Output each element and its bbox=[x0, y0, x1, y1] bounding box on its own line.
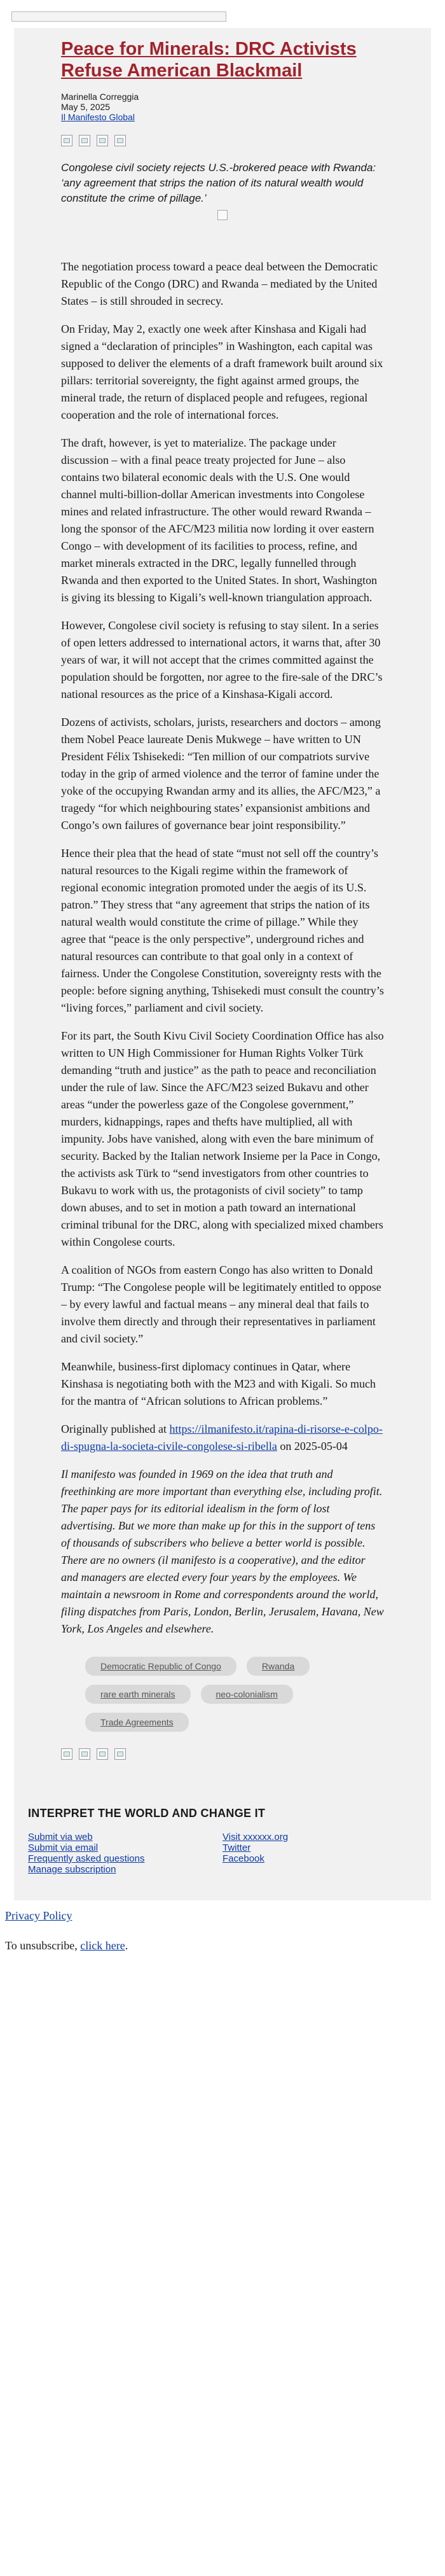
manage-subscription-link[interactable]: Manage subscription bbox=[28, 1864, 116, 1875]
footer-left-links bbox=[28, 1832, 222, 1875]
email-share-icon[interactable] bbox=[97, 1748, 108, 1760]
author: Marinella Correggia bbox=[61, 92, 139, 102]
article-paragraph-3: The draft, however, is yet to materialize. The package under discussion – with a final peace treaty projected for June – also contains two bilateral economic deals with the U.S. One would channel multi-billion-dollar American investments into Congolese mines and related infrastructure. The other would reward Rwanda – long the sponsor of the AFC/M23 militia now lording it over eastern Congo – with development of its facilities to process, refine, and market minerals extracted in the DRC, legally funnelled through Rwanda and then exported to the United States. In short, Washington is giving its blessing to Kigali’s well-known triangulation approach. bbox=[61, 436, 378, 604]
tag-rwanda[interactable]: Rwanda bbox=[247, 1657, 310, 1676]
share-icons-top bbox=[61, 135, 384, 146]
header-banner-image bbox=[11, 11, 226, 22]
facebook-share-icon[interactable] bbox=[61, 135, 72, 146]
article-paragraph-2: On Friday, May 2, exactly one week after Kinshasa and Kigali had signed a “declaration of principles” in Washington, each capital was supposed to deliver the elements of a draft framework built around six pillars: territorial sovereignty, the fight against armed groups, the mineral trade, the return of displaced people and refugees, regional cooperation and the role of international forces. bbox=[61, 323, 383, 421]
article-paragraph-9: Meanwhile, business-first diplomacy continues in Qatar, where Kinshasa is negotiating both with the M23 and with Kigali. So much for the mantra of “African solutions to African problems.” bbox=[61, 1360, 376, 1407]
twitter-share-icon[interactable] bbox=[79, 135, 90, 146]
hero-image bbox=[217, 210, 228, 220]
original-url-link[interactable]: https://ilmanifesto.it/rapina-di-risorse-e-colpo-di-spugna-la-societa-civile-congolese-si-ribella bbox=[61, 1423, 383, 1452]
facebook-share-icon[interactable] bbox=[61, 1748, 72, 1760]
twitter-link[interactable]: Twitter bbox=[222, 1842, 251, 1853]
article-card bbox=[14, 28, 431, 1781]
submit-email-link[interactable]: Submit via email bbox=[28, 1842, 99, 1853]
twitter-share-icon[interactable] bbox=[79, 1748, 90, 1760]
share-icons-bottom bbox=[61, 1748, 384, 1760]
footer-title: INTERPRET THE WORLD AND CHANGE IT bbox=[28, 1807, 266, 1820]
tag-list bbox=[85, 1657, 352, 1732]
newsletter-footer bbox=[14, 1781, 431, 1900]
tag-rare-earth[interactable]: rare earth minerals bbox=[85, 1685, 191, 1704]
link-share-icon[interactable] bbox=[114, 1748, 126, 1760]
publish-date: May 5, 2025 bbox=[61, 102, 111, 112]
publication-link[interactable]: Il Manifesto Global bbox=[61, 112, 135, 122]
tag-neo-colonialism[interactable]: neo-colonialism bbox=[201, 1685, 293, 1704]
about-il-manifesto: Il manifesto was founded in 1969 on the idea that truth and freethinking are more important than everything else, including profit. The paper pays for its editorial idealism in the form of lost advertising. But we more than make up for this in the support of tens of thousands of subscribers who believe a better world is possible. There are no owners (il manifesto is a cooperative), and the editor and managers are elected every four years by the employees. We maintain a newsroom in Rome and correspondents around the world, filing dispatches from Paris, London, Berlin, Jerusalem, Havana, New York, Los Angeles and elsewhere. bbox=[61, 1468, 384, 1635]
visit-site-link[interactable]: Visit xxxxxx.org bbox=[222, 1832, 289, 1842]
faq-link[interactable]: Frequently asked questions bbox=[28, 1853, 145, 1864]
unsubscribe-suffix: . bbox=[125, 1939, 128, 1952]
original-date: 2025-05-04 bbox=[294, 1440, 348, 1452]
article-title[interactable]: Peace for Minerals: DRC Activists Refuse American Blackmail bbox=[61, 39, 357, 81]
footer-right-links bbox=[222, 1832, 417, 1875]
email-share-icon[interactable] bbox=[97, 135, 108, 146]
unsubscribe-line bbox=[5, 1939, 445, 1953]
privacy-policy-link[interactable]: Privacy Policy bbox=[5, 1909, 72, 1922]
unsubscribe-link[interactable]: click here bbox=[80, 1939, 125, 1952]
submit-web-link[interactable]: Submit via web bbox=[28, 1832, 93, 1842]
original-mid: on bbox=[277, 1440, 294, 1452]
article-paragraph-6: Hence their plea that the head of state “must not sell off the country’s natural resources to the Kigali regime within the framework of regional economic integration promoted under the aegis of its U.S. patron.” They stress that “any agreement that strips the nation of its natural wealth would constitute the crime of pillage.” While they agree that “peace is the only perspective”, underground riches and natural resources can contribute to that goal only in a context of fairness. Under the Congolese Constitution, sovereignty rests with the people: before signing anything, Tshisekedi must consult the country’s “living forces,” parliament and civil society. bbox=[61, 847, 384, 1014]
tag-drc[interactable]: Democratic Republic of Congo bbox=[85, 1657, 236, 1676]
article-paragraph-1: The negotiation process toward a peace deal between the Democratic Republic of the Congo (DRC) and Rwanda – mediated by the United States – is still shrouded in secrecy. bbox=[61, 260, 378, 307]
facebook-link[interactable]: Facebook bbox=[222, 1853, 264, 1864]
article-meta bbox=[61, 92, 384, 122]
article-paragraph-4: However, Congolese civil society is refusing to stay silent. In a series of open letters addressed to international actors, it warns that, after 30 years of war, it will not accept that the crimes committed against the population should be forgotten, nor agree to the fire-sale of the DRC’s national resources as the price of a Kinshasa-Kigali accord. bbox=[61, 619, 383, 700]
unsubscribe-prefix: To unsubscribe, bbox=[5, 1939, 81, 1952]
article-paragraph-8: A coalition of NGOs from eastern Congo has also written to Donald Trump: “The Congolese people will be legitimately entitled to oppose – by every lawful and factual means – any mineral deal that fails to involve them directly and through their representatives in parliament and civil society.” bbox=[61, 1264, 381, 1345]
legal-footer bbox=[0, 1900, 445, 1953]
article-lede: Congolese civil society rejects U.S.-brokered peace with Rwanda: ‘any agreement that strips the nation of its natural wealth would constitute the crime of pillage.’ bbox=[61, 162, 376, 204]
article-paragraph-7: For its part, the South Kivu Civil Society Coordination Office has also written to UN High Commissioner for Human Rights Volker Türk demanding “truth and justice” as the path to peace and reconciliation under the rule of law. Since the AFC/M23 seized Bukavu and other areas “under the powerless gaze of the Congolese government,” murders, kidnappings, rapes and thefts have multiplied, all with impunity. Jobs have vanished, along with even the bare minimum of security. Backed by the Italian network Insieme per la Pace in Congo, the activists ask Türk to “send investigators from other countries to Bukavu to work with us, the protagonists of civil society” to tamp down abuses, and to set in motion a path toward an international criminal tribunal for the DRC, along with specialized mixed chambers within Congolese courts. bbox=[61, 1029, 384, 1248]
article-paragraph-5: Dozens of activists, scholars, jurists, researchers and doctors – among them Nobel Peace laureate Denis Mukwege – have written to UN President Félix Tshisekedi: “Ten million of our compatriots survive today in the grip of armed violence and the terror of famine under the yoke of the occupying Rwandan army and its allies, the AFC/M23,” a tragedy “for which neighbouring states’ expansionist ambitions and Congo’s own failures of governance bear joint responsibility.” bbox=[61, 716, 381, 832]
link-share-icon[interactable] bbox=[114, 135, 126, 146]
original-publication bbox=[61, 1421, 384, 1455]
original-prefix: Originally published at bbox=[61, 1423, 170, 1435]
tag-trade-agreements[interactable]: Trade Agreements bbox=[85, 1713, 189, 1732]
